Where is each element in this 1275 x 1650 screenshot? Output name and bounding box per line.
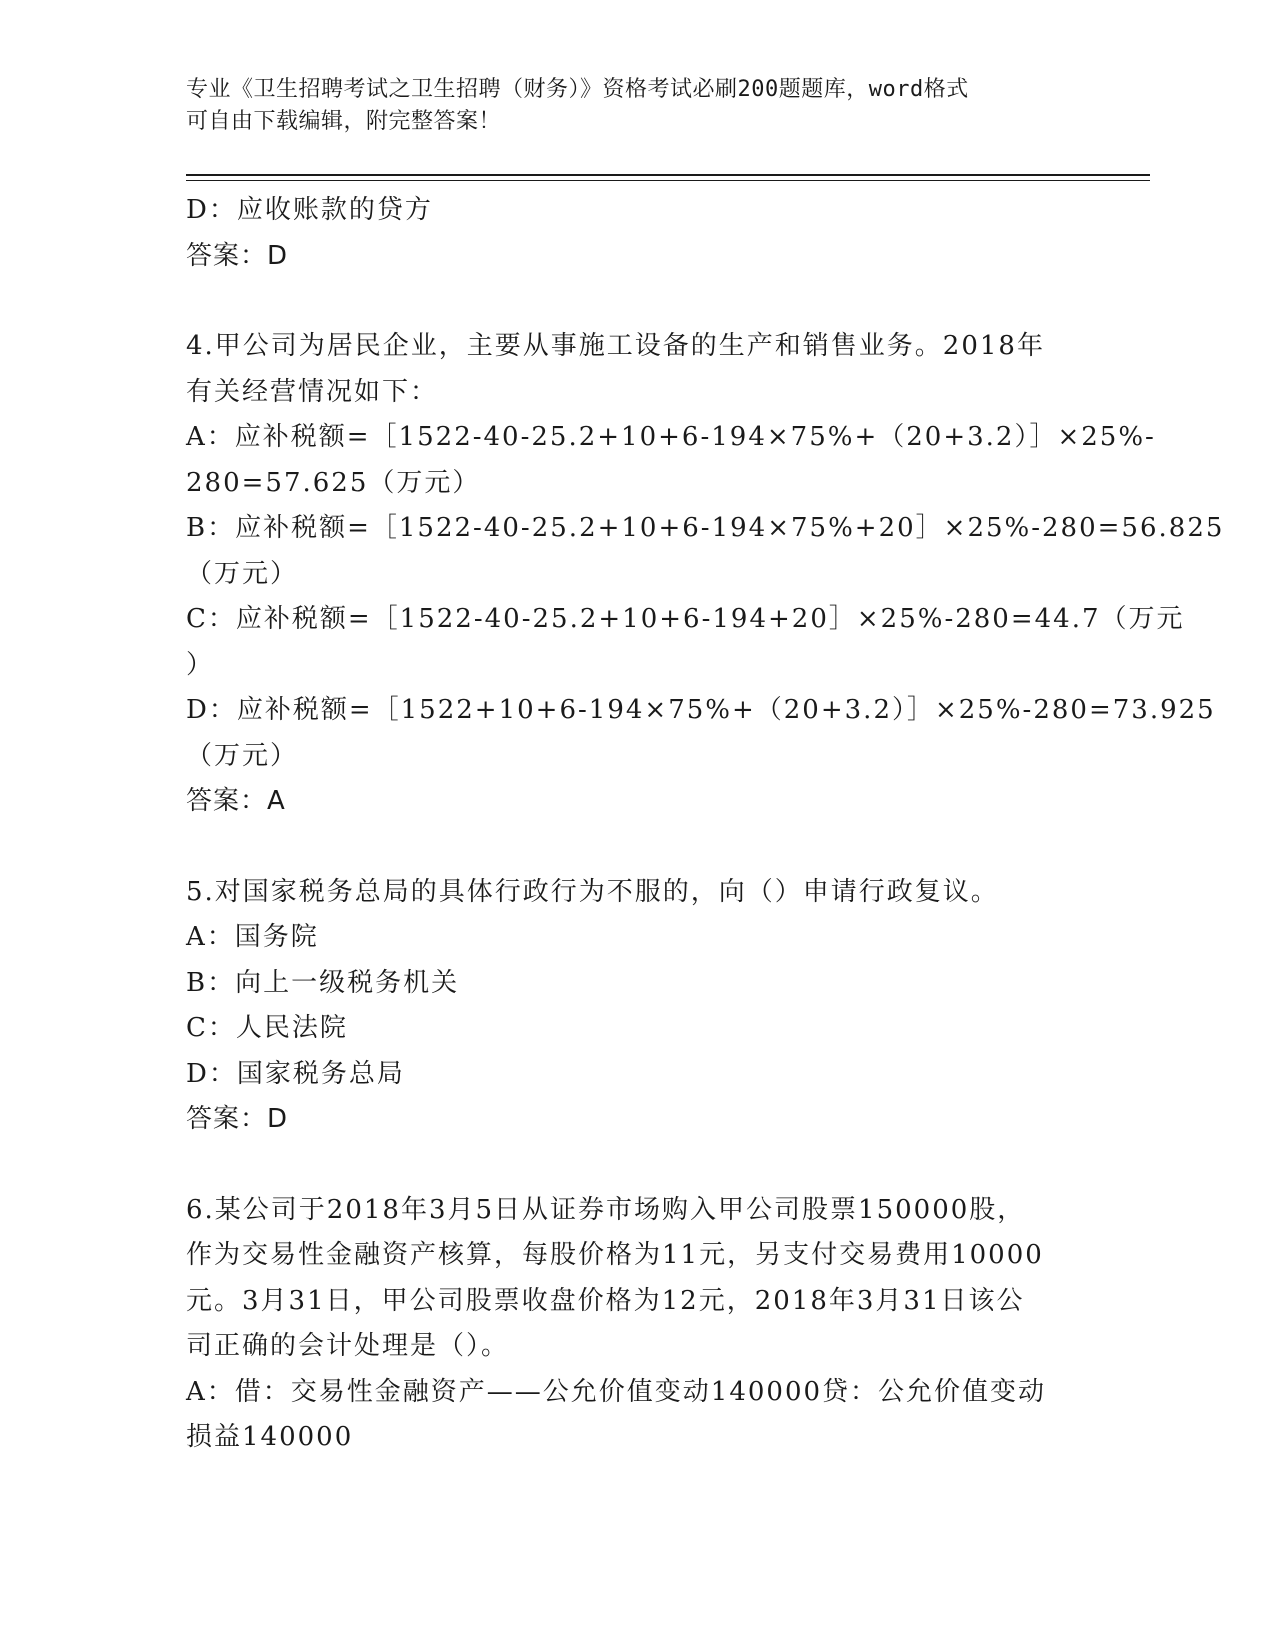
spacer bbox=[186, 279, 1086, 324]
q4-option-b-line-1: B：应补税额=［1522-40-25.2+10+6-194×75%+20］×25%-280=56.825 bbox=[186, 513, 1225, 543]
q6-stem-line-1: 6.某公司于2018年3月5日从证券市场购入甲公司股票150000股， bbox=[186, 1194, 1026, 1225]
spacer bbox=[186, 1143, 1086, 1188]
q4-option-d-line-2: （万元） bbox=[186, 740, 299, 771]
q3-answer: 答案：D bbox=[186, 240, 289, 271]
q4-option-d-line-1: D：应补税额=［1522+10+6-194×75%+（20+3.2）］×25%-280=73.925 bbox=[186, 695, 1216, 725]
q4-option-a-line-2: 280=57.625（万元） bbox=[186, 467, 481, 498]
spacer bbox=[186, 825, 1086, 870]
q4-option-b-line-2: （万元） bbox=[186, 558, 299, 589]
q4-option-c-line-1: C：应补税额=［1522-40-25.2+10+6-194+20］×25%-280=44.7（万元 bbox=[186, 604, 1185, 634]
page-header bbox=[186, 74, 1066, 138]
question-6 bbox=[186, 1188, 1086, 1461]
question-5 bbox=[186, 870, 1086, 1143]
q6-option-a-line-1: A：借：交易性金融资产——公允价值变动140000贷：公允价值变动 bbox=[186, 1376, 1047, 1407]
q4-option-c-line-2: ） bbox=[186, 649, 215, 680]
question-3-tail bbox=[186, 188, 1086, 279]
q6-stem-line-2: 作为交易性金融资产核算，每股价格为11元，另支付交易费用10000 bbox=[186, 1240, 1044, 1270]
question-4 bbox=[186, 324, 1225, 825]
document-body bbox=[186, 188, 1225, 1461]
q5-stem: 5.对国家税务总局的具体行政行为不服的，向（）申请行政复议。 bbox=[186, 876, 999, 907]
q6-stem-line-4: 司正确的会计处理是（）。 bbox=[186, 1331, 510, 1361]
q4-option-a-line-1: A：应补税额=［1522-40-25.2+10+6-194×75%+（20+3.2）］×25%- bbox=[186, 422, 1156, 452]
q4-stem-line-2: 有关经营情况如下： bbox=[186, 376, 439, 407]
q5-answer: 答案：D bbox=[186, 1104, 289, 1134]
q4-answer: 答案：A bbox=[186, 786, 286, 816]
q5-option-c: C：人民法院 bbox=[186, 1013, 348, 1043]
q3-option-d: D：应收账款的贷方 bbox=[186, 195, 433, 225]
header-divider-thick bbox=[186, 174, 1150, 176]
q6-option-a-line-2: 损益140000 bbox=[186, 1422, 354, 1452]
header-line-1: 专业《卫生招聘考试之卫生招聘（财务）》资格考试必刷200题题库，word格式 bbox=[186, 77, 969, 102]
header-divider-thin bbox=[186, 180, 1150, 181]
q5-option-b: B：向上一级税务机关 bbox=[186, 967, 460, 998]
q5-option-a: A：国务院 bbox=[186, 922, 319, 952]
q5-option-d: D：国家税务总局 bbox=[186, 1058, 405, 1089]
q4-stem-line-1: 4.甲公司为居民企业，主要从事施工设备的生产和销售业务。2018年 bbox=[186, 331, 1045, 361]
q6-stem-line-3: 元。3月31日，甲公司股票收盘价格为12元，2018年3月31日该公 bbox=[186, 1285, 1025, 1316]
header-line-2: 可自由下载编辑，附完整答案！ bbox=[186, 109, 502, 134]
